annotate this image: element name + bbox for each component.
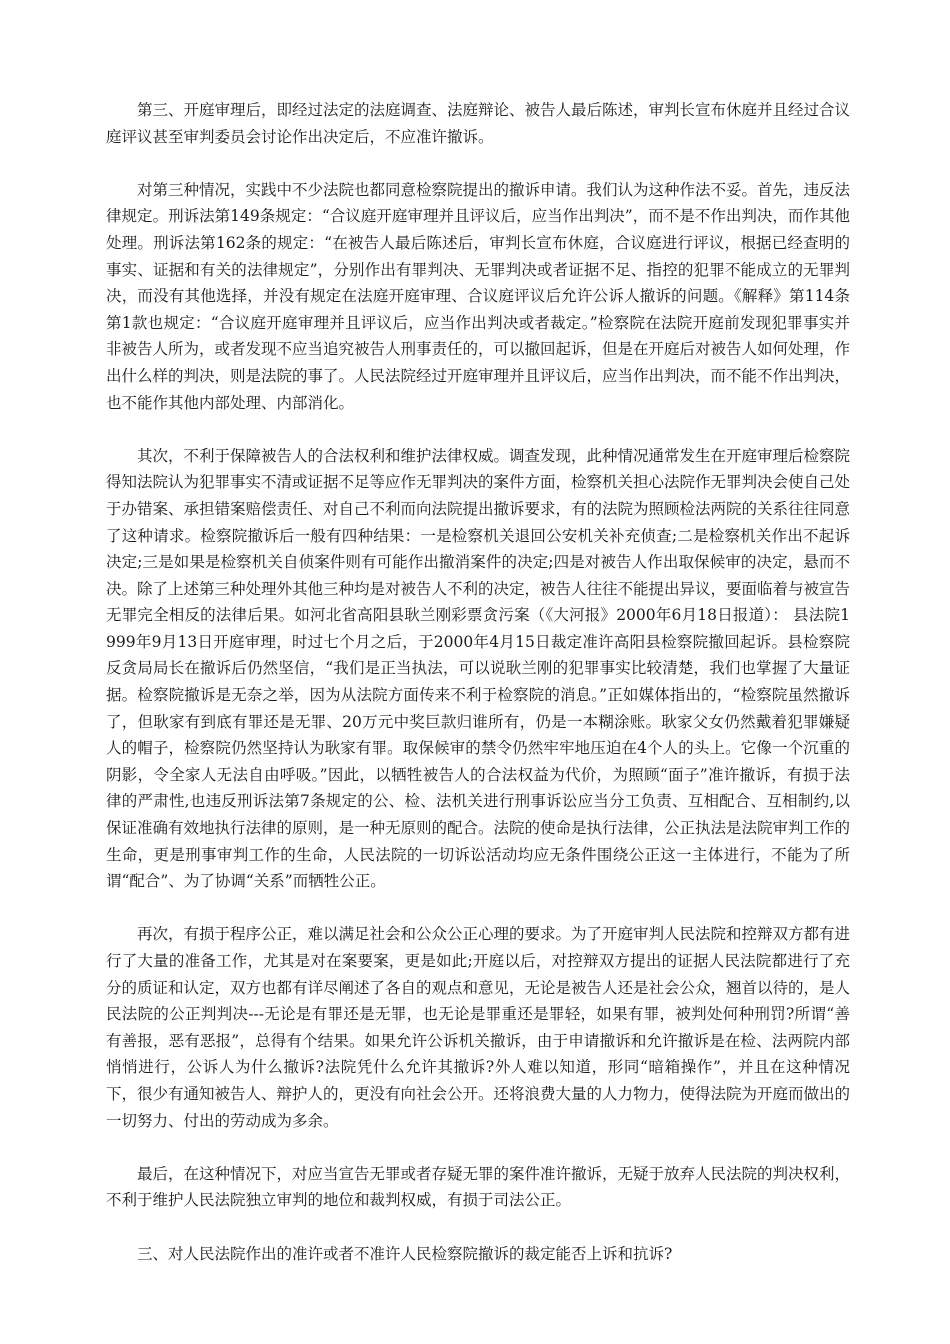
paragraph-third-point: 第三、开庭审理后，即经过法定的法庭调查、法庭辩论、被告人最后陈述，审判长宣布休庭并且经过合议庭评议甚至审判委员会讨论作出决定后，不应准许撤诉。 [106,101,851,146]
paragraph-first-reason: 对第三种情况，实践中不少法院也都同意检察院提出的撤诉申请。我们认为这种作法不妥。首先，违反法律规定。刑诉法第149条规定：“合议庭开庭审理并且评议后，应当作出判决”，而不是不作出判决，而作其他处理。刑诉法第162条的规定：“在被告人最后陈述后，审判长宣布休庭，合议庭进行评议，根据已经查明的事实、证据和有关的法律规定”，分别作出有罪判决、无罪判决或者证据不足、指控的犯罪不能成立的无罪判决，而没有其他选择，并没有规定在法庭开庭审理、合议庭评议后允许公诉人撤诉的问题。《解释》第114条第1款也规定：“合议庭开庭审理并且评议后，应当作出判决或者裁定。”检察院在法院开庭前发现犯罪事实并非被告人所为，或者发现不应当追究被告人刑事责任的，可以撤回起诉，但是在开庭后对被告人如何处理，作出什么样的判决，则是法院的事了。人民法院经过开庭审理并且评议后，应当作出判决，而不能不作出判决，也不能作其他内部处理、内部消化。 [106,180,851,412]
section-heading-three: 三、对人民法院作出的准许或者不准许人民检察院撤诉的裁定能否上诉和抗诉? [137,1244,673,1263]
paragraph-third-reason: 再次，有损于程序公正，难以满足社会和公众公正心理的要求。为了开庭审判人民法院和控辩双方都有进行了大量的准备工作，尤其是对在案要案，更是如此;开庭以后，对控辩双方提出的证据人民法院都进行了充分的质证和认定，双方也都有详尽阐述了各自的观点和意见，无论是被告人还是社会公众，翘首以待的，是人民法院的公正判判决---无论是有罪还是无罪，也无论是罪重还是罪轻，如果有罪，被判处何种刑罚?所谓“善有善报，恶有恶报”，总得有个结果。如果允许公诉机关撤诉，由于申请撤诉和允许撤诉是在检、法两院内部悄悄进行，公诉人为什么撤诉?法院凭什么允许其撤诉?外人难以知道，形同“暗箱操作”，并且在这种情况下，很少有通知被告人、辩护人的，更没有向社会公开。还将浪费大量的人力物力，使得法院为开庭而做出的一切努力、付出的劳动成为多余。 [106,925,851,1130]
paragraph-second-reason: 其次，不利于保障被告人的合法权利和维护法律权威。调查发现，此种情况通常发生在开庭审理后检察院得知法院认为犯罪事实不清或证据不足等应作无罪判决的案件方面，检察机关担心法院作无罪判决会使自己处于办错案、承担错案赔偿责任、对自己不利而向法院提出撤诉要求，有的法院为照顾检法两院的关系往往同意了这种请求。检察院撤诉后一般有四种结果：一是检察机关退回公安机关补充侦查;二是检察机关作出不起诉决定;三是如果是检察机关自侦案件则有可能作出撤消案件的决定;四是对被告人作出取保候审的决定，悬而不决。除了上述第三种处理外其他三种均是对被告人不利的决定，被告人往往不能提出异议，要面临着与被宣告无罪完全相反的法律后果。如河北省高阳县耿兰刚彩票贪污案（《大河报》2000年6月18日报道）： 县法院1999年9月13日开庭审理，时过七个月之后，于2000年4月15日裁定准许高阳县检察院撤回起诉。县检察院反贪局局长在撤诉后仍然坚信，“我们是正当执法，可以说耿兰刚的犯罪事实比较清楚，我们也掌握了大量证据。检察院撤诉是无奈之举，因为从法院方面传来不利于检察院的消息。”正如媒体指出的，“检察院虽然撤诉了，但耿家有到底有罪还是无罪、20万元中奖巨款归谁所有，仍是一本糊涂账。耿家父女仍然戴着犯罪嫌疑人的帽子，检察院仍然坚持认为耿家有罪。取保候审的禁令仍然牢牢地压迫在4个人的头上。它像一个沉重的阴影，令全家人无法自由呼吸。”因此，以牺牲被告人的合法权益为代价，为照顾“面子”准许撤诉，有损于法律的严肃性,也违反刑诉法第7条规定的公、检、法机关进行刑事诉讼应当分工负责、互相配合、互相制约,以保证准确有效地执行法律的原则，是一种无原则的配合。法院的使命是执行法律，公正执法是法院审判工作的生命，更是刑事审判工作的生命，人民法院的一切诉讼活动均应无条件围绕公正这一主体进行，不能为了所谓“配合”、为了协调“关系”而牺牲公正。 [106,446,851,891]
paragraph-final-reason: 最后，在这种情况下，对应当宣告无罪或者存疑无罪的案件准许撤诉，无疑于放弃人民法院的判决权利，不利于维护人民法院独立审判的地位和裁判权威，有损于司法公正。 [106,1164,851,1210]
